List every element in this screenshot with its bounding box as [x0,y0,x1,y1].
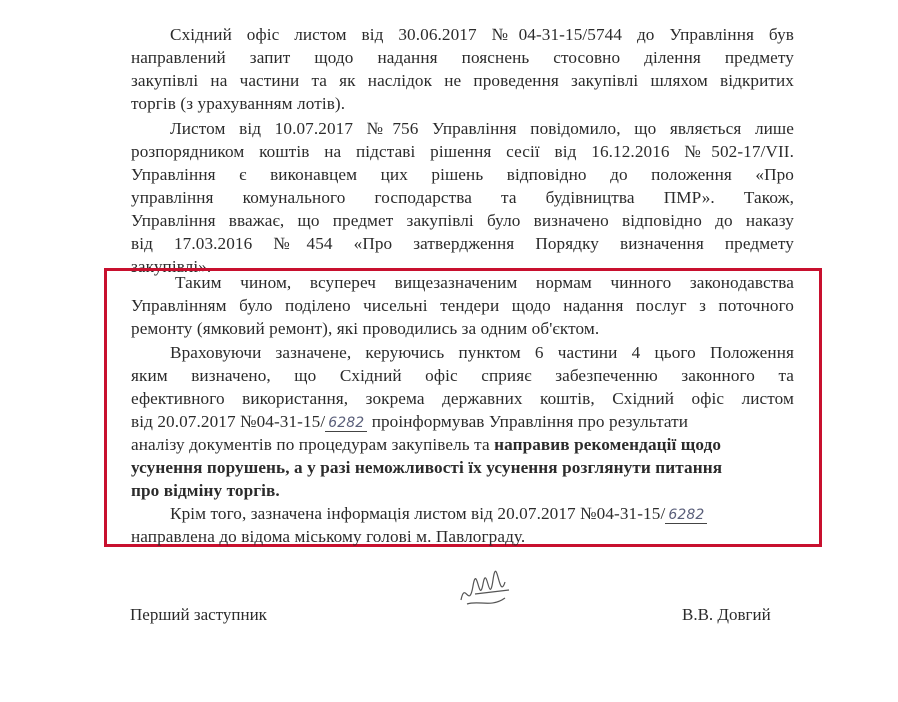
paragraph4-line5 [131,434,721,456]
handwritten-number: 6282 [325,415,367,432]
paragraph1-line3: закупівлі на частини та як наслідок не проведення закупівлі шляхом відкритих [131,71,794,90]
paragraph2-line6: від 17.03.2016 №454 «Про затвердження Порядку визначення предмету [131,234,794,253]
paragraph2-line2: розпорядником коштів на підставі рішення сесії від 16.12.2016 №502-17/VII. [131,142,794,161]
handwritten-number: 6282 [665,507,707,524]
signature-scribble [455,570,517,616]
paragraph1-line2: направлений запит щодо надання пояснень стосовно ділення предмету [131,48,794,67]
paragraph3-line1: Таким чином, всупереч вищезазначеним нормам чинного законодавства [175,273,794,292]
paragraph2-line1: Листом від 10.07.2017 №756 Управління повідомило, що являється лише [170,119,794,138]
paragraph3-line2: Управлінням було поділено чисельні тендери щодо надання послуг з поточного [131,296,794,315]
paragraph4-line1: Враховуючи зазначене, керуючись пунктом 6 частини 4 цього Положення [170,343,794,362]
paragraph5-line2: направлена до відома міському голові м. Павлограду. [131,527,526,546]
paragraph1-line1: Східний офіс листом від 30.06.2017 №04-31-15/5744 до Управління був [170,25,794,44]
paragraph2-line7: закупівлі». [131,257,212,276]
paragraph5-line1-start: Крім того, зазначена інформація листом від 20.07.2017 №04-31-15/ [170,504,666,523]
paragraph2-line3: Управління є виконавцем цих рішень відповідно до положення «Про [131,165,794,184]
paragraph3-line3: ремонту (ямковий ремонт), які проводились за одним об'єктом. [131,319,600,338]
paragraph4-line2: яким визначено, що Східний офіс сприяє забезпеченню законного та [131,366,794,385]
paragraph4-line4 [131,411,688,434]
paragraph5-line1 [170,503,707,526]
paragraph4-line5-start: аналізу документів по процедурам закупівель та [131,435,495,454]
paragraph4-line5-bold: направив рекомендації щодо [494,435,722,454]
paragraph4-line4-start: від 20.07.2017 №04-31-15/ [131,412,326,431]
paragraph4-line4-end: проінформував Управління про результати [367,412,689,431]
paragraph4-line3: ефективного використання, зокрема державних коштів, Східний офіс листом [131,389,794,408]
paragraph2-line4: управління комунального господарства та будівництва ПМР». Також, [131,188,794,207]
signatory-name: В.В. Довгий [682,605,771,624]
paragraph2-line5: Управління вважає, що предмет закупівлі було визначено відповідно до наказу [131,211,794,230]
paragraph4-line7: про відміну торгів. [131,481,280,500]
paragraph1-line4: торгів (з урахуванням лотів). [131,94,346,113]
paragraph4-line6: усунення порушень, а у разі неможливості їх усунення розглянути питання [131,458,723,477]
signatory-position: Перший заступник [130,605,267,624]
